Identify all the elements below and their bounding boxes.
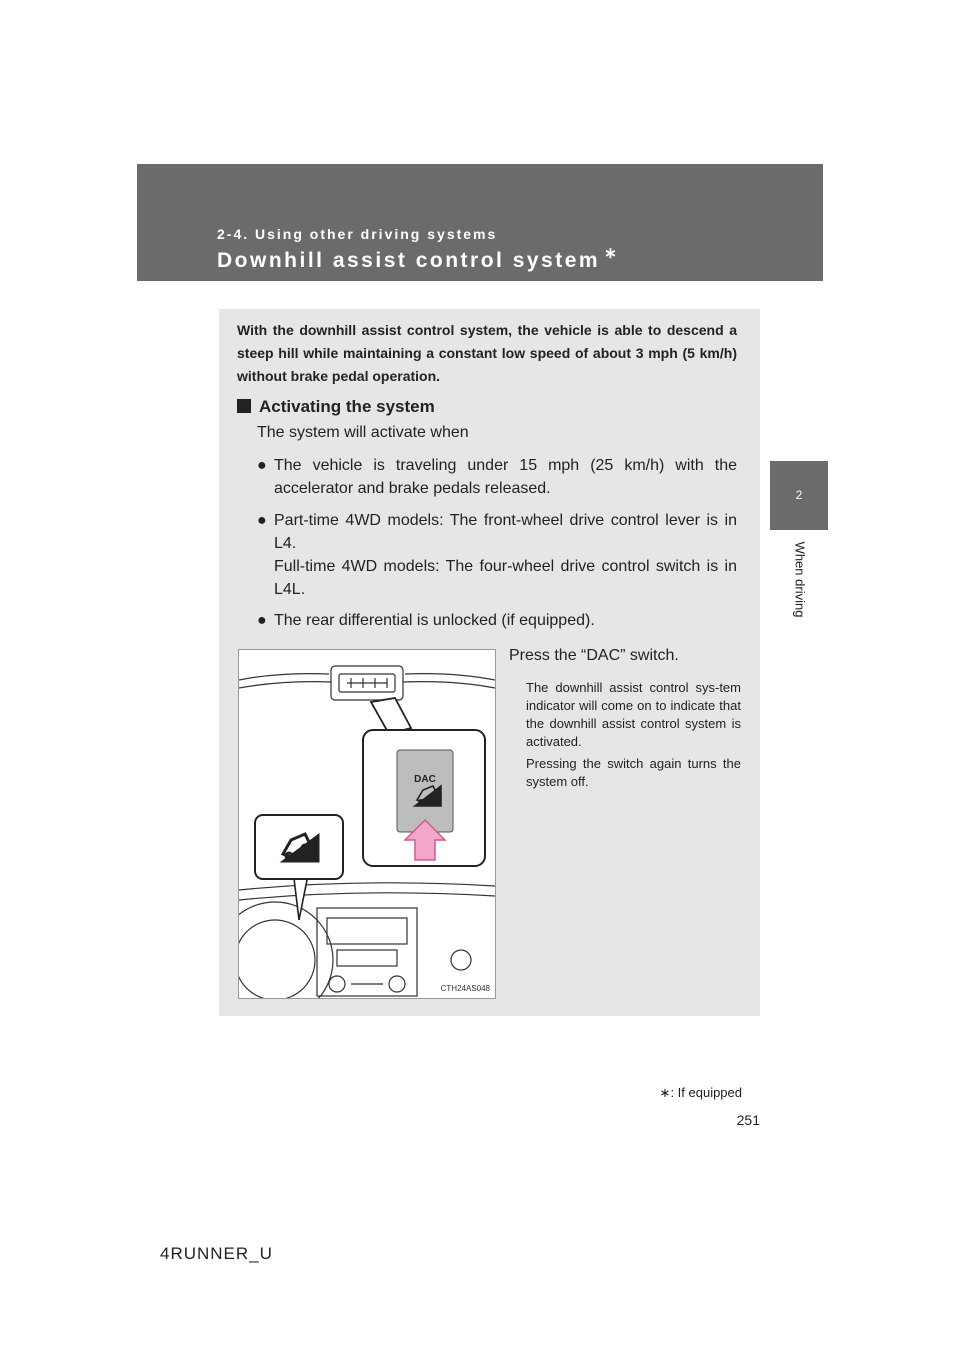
section-heading [237,397,435,417]
content-box [219,309,760,1016]
section-lead: The system will activate when [257,424,469,441]
header-band [137,164,823,281]
circle-bullet-icon: ● [257,612,267,629]
page-title [217,245,617,273]
section-heading-text: Activating the system [259,397,435,416]
bullet-text: Part-time 4WD models: The front-wheel drive control lever is in L4. [274,512,737,552]
model-code: 4RUNNER_U [160,1244,273,1263]
bullet-text: The vehicle is traveling under 15 mph (25 km/h) with the accelerator and brake pedals released. [274,457,737,497]
circle-bullet-icon: ● [257,512,267,529]
page-title-text: Downhill assist control system [217,249,601,272]
section-label: 2-4. Using other driving systems [217,226,498,242]
chapter-tab: 2 [770,461,828,530]
bullet-item [257,454,737,500]
figure-code: CTH24AS048 [440,984,490,993]
step-note: The downhill assist control sys-tem indicator will come on to indicate that the downhill assist control system is activated. [526,680,741,749]
step-note: Pressing the switch again turns the system off. [526,756,741,789]
chapter-tab-label: When driving [792,541,808,618]
dashboard-illustration [238,649,496,999]
bullet-text: The rear differential is unlocked (if equipped). [274,612,595,629]
bullet-item [257,609,737,632]
bullet-item [257,509,737,601]
step-instruction: Press the “DAC” switch. [509,647,679,664]
circle-bullet-icon: ● [257,457,267,474]
square-bullet-icon [237,399,251,413]
equipped-mark: ∗ [604,245,617,262]
intro-paragraph: With the downhill assist control system, the vehicle is able to descend a steep hill while maintaining a constant low speed of about 3 mph (5 km/h) without brake pedal operation. [237,322,737,384]
dashboard-drawing [239,650,495,998]
footnote-text: ∗: If equipped [659,1085,742,1100]
page-number: 251 [736,1112,760,1128]
bullet-text: Full-time 4WD models: The four-wheel drive control switch is in L4L. [274,558,737,598]
dac-switch-label: DAC [414,774,436,785]
